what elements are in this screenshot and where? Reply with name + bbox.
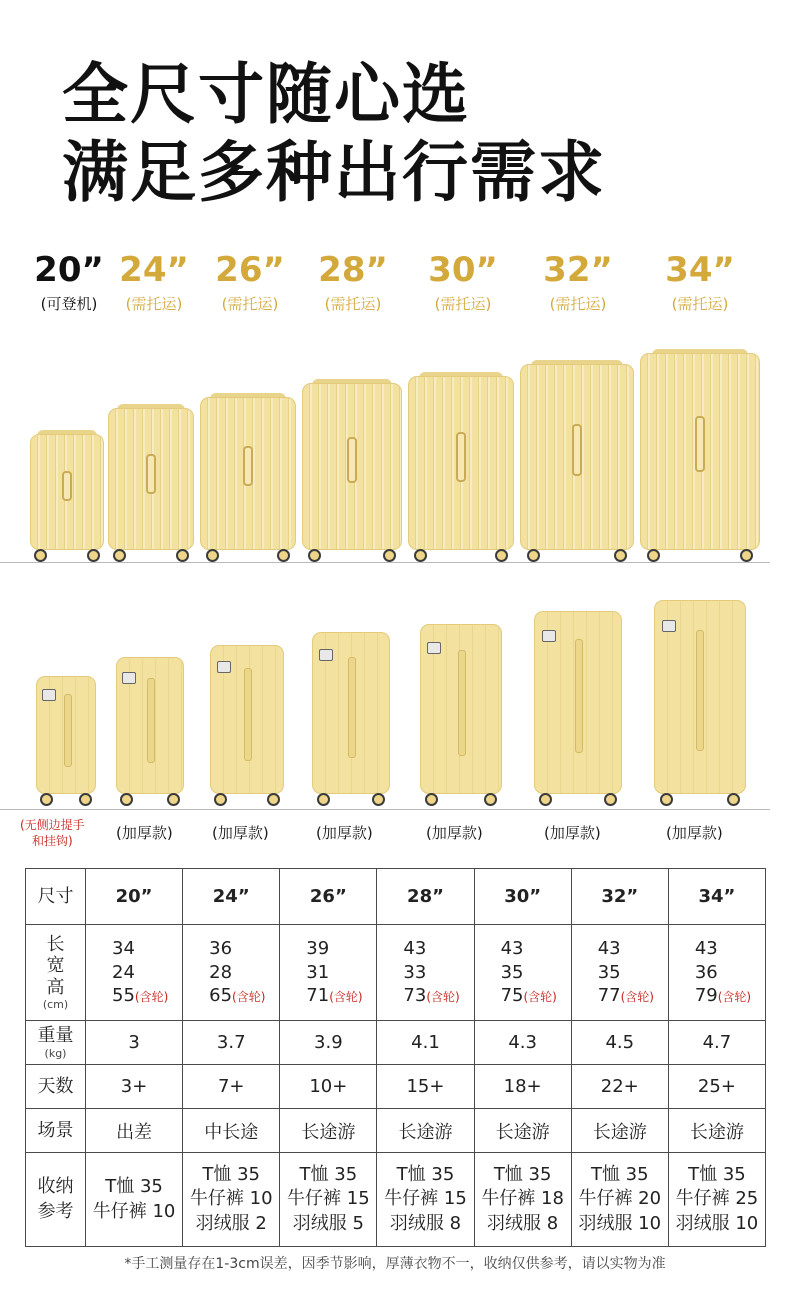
capacity-label-1: 收纳 bbox=[37, 1176, 74, 1198]
thick-label-24: (加厚款) bbox=[116, 824, 173, 842]
footnote: *手工测量存在1-3cm误差，因季节影响，厚薄衣物不一，收纳仅供参考，请以实物为准 bbox=[124, 1256, 666, 1272]
suitcase-front-24 bbox=[108, 408, 194, 562]
table-row-dims bbox=[26, 925, 766, 1021]
capacity-cell-26: T恤 35 牛仔裤 15 羽绒服 5 bbox=[280, 1153, 377, 1247]
row-label-weight bbox=[26, 1021, 86, 1065]
dims-cell-30: 43 35 75(含轮) bbox=[474, 925, 571, 1021]
table-row-scene bbox=[26, 1109, 766, 1153]
note-line-1: (无侧边提手 bbox=[20, 818, 85, 832]
note-line-2: 和挂钩) bbox=[32, 834, 73, 849]
size-label-26 bbox=[205, 252, 295, 314]
capacity-cell-32: T恤 35 牛仔裤 20 羽绒服 10 bbox=[571, 1153, 668, 1247]
size-note: (需托运) bbox=[125, 295, 183, 314]
size-label-30 bbox=[418, 252, 508, 314]
scene-cell: 长途游 bbox=[474, 1109, 571, 1153]
suitcase-side-20 bbox=[36, 676, 96, 806]
days-cell: 15+ bbox=[377, 1065, 474, 1109]
size-number: 30” bbox=[428, 250, 498, 290]
size-number: 34” bbox=[665, 250, 735, 290]
table-row-days bbox=[26, 1065, 766, 1109]
headline-line-1: 全尺寸随心选 bbox=[62, 56, 470, 133]
weight-cell: 4.1 bbox=[377, 1021, 474, 1065]
col-size: 32” bbox=[571, 869, 668, 925]
size-label-28 bbox=[308, 252, 398, 314]
row-label-capacity bbox=[26, 1153, 86, 1247]
dims-cell-24: 36 28 65(含轮) bbox=[183, 925, 280, 1021]
suitcase-side-34 bbox=[654, 600, 746, 806]
weight-cell: 4.7 bbox=[668, 1021, 765, 1065]
no-side-handle-note bbox=[20, 817, 85, 849]
scene-cell: 长途游 bbox=[280, 1109, 377, 1153]
headline-line-2: 满足多种出行需求 bbox=[62, 134, 606, 211]
suitcase-side-30 bbox=[420, 624, 502, 806]
floor-line bbox=[0, 809, 770, 810]
dims-label-l: 长 bbox=[46, 933, 65, 955]
suitcase-front-34 bbox=[640, 353, 760, 562]
weight-cell: 3.9 bbox=[280, 1021, 377, 1065]
days-cell: 18+ bbox=[474, 1065, 571, 1109]
suitcase-side-28 bbox=[312, 632, 390, 806]
thick-label-28: (加厚款) bbox=[316, 824, 373, 842]
dims-cell-26: 39 31 71(含轮) bbox=[280, 925, 377, 1021]
size-note: (可登机) bbox=[40, 295, 98, 314]
weight-cell: 3.7 bbox=[183, 1021, 280, 1065]
days-cell: 10+ bbox=[280, 1065, 377, 1109]
days-cell: 3+ bbox=[86, 1065, 183, 1109]
suitcase-front-20 bbox=[30, 434, 104, 562]
row-label-scene: 场景 bbox=[26, 1109, 86, 1153]
days-cell: 7+ bbox=[183, 1065, 280, 1109]
dims-label-w: 宽 bbox=[46, 955, 65, 977]
dims-unit: (cm) bbox=[42, 998, 69, 1012]
row-label-dims bbox=[26, 925, 86, 1021]
scene-cell: 长途游 bbox=[571, 1109, 668, 1153]
col-size: 28” bbox=[377, 869, 474, 925]
suitcase-front-26 bbox=[200, 397, 296, 562]
size-note: (需托运) bbox=[434, 295, 492, 314]
weight-cell: 3 bbox=[86, 1021, 183, 1065]
suitcase-side-24 bbox=[116, 657, 184, 806]
floor-line bbox=[0, 562, 770, 563]
size-note: (需托运) bbox=[549, 295, 607, 314]
size-label-24 bbox=[110, 252, 198, 314]
dims-label-h: 高 bbox=[46, 976, 65, 998]
capacity-cell-24: T恤 35 牛仔裤 10 羽绒服 2 bbox=[183, 1153, 280, 1247]
suitcase-side-26 bbox=[210, 645, 284, 806]
dims-cell-34: 43 36 79(含轮) bbox=[668, 925, 765, 1021]
col-size: 26” bbox=[280, 869, 377, 925]
thick-label-30: (加厚款) bbox=[426, 824, 483, 842]
size-number: 28” bbox=[318, 250, 388, 290]
dims-cell-20: 34 24 55(含轮) bbox=[86, 925, 183, 1021]
size-label-34 bbox=[652, 252, 748, 314]
thick-label-34: (加厚款) bbox=[666, 824, 723, 842]
scene-cell: 长途游 bbox=[377, 1109, 474, 1153]
scene-cell: 长途游 bbox=[668, 1109, 765, 1153]
size-number: 24” bbox=[119, 250, 189, 290]
days-cell: 25+ bbox=[668, 1065, 765, 1109]
size-number: 32” bbox=[543, 250, 613, 290]
capacity-cell-28: T恤 35 牛仔裤 15 羽绒服 8 bbox=[377, 1153, 474, 1247]
size-note: (需托运) bbox=[221, 295, 279, 314]
suitcase-front-30 bbox=[408, 376, 514, 562]
row-label-size: 尺寸 bbox=[26, 869, 86, 925]
scene-cell: 出差 bbox=[86, 1109, 183, 1153]
weight-cell: 4.3 bbox=[474, 1021, 571, 1065]
size-note: (需托运) bbox=[671, 295, 729, 314]
capacity-label-2: 参考 bbox=[37, 1200, 74, 1222]
size-label-20 bbox=[25, 252, 113, 314]
size-labels-row bbox=[0, 252, 790, 322]
capacity-cell-34: T恤 35 牛仔裤 25 羽绒服 10 bbox=[668, 1153, 765, 1247]
days-cell: 22+ bbox=[571, 1065, 668, 1109]
thick-label-32: (加厚款) bbox=[544, 824, 601, 842]
table-row-size bbox=[26, 869, 766, 925]
suitcase-front-32 bbox=[520, 364, 634, 562]
col-size: 20” bbox=[86, 869, 183, 925]
capacity-cell-20: T恤 35 牛仔裤 10 bbox=[86, 1153, 183, 1247]
row-label-days: 天数 bbox=[26, 1065, 86, 1109]
thick-label-26: (加厚款) bbox=[212, 824, 269, 842]
weight-unit: (kg) bbox=[44, 1046, 67, 1060]
size-number: 20” bbox=[34, 250, 104, 290]
size-note: (需托运) bbox=[324, 295, 382, 314]
scene-cell: 中长途 bbox=[183, 1109, 280, 1153]
dims-cell-28: 43 33 73(含轮) bbox=[377, 925, 474, 1021]
col-size: 24” bbox=[183, 869, 280, 925]
col-size: 34” bbox=[668, 869, 765, 925]
capacity-cell-30: T恤 35 牛仔裤 18 羽绒服 8 bbox=[474, 1153, 571, 1247]
specs-table bbox=[25, 868, 766, 1247]
size-number: 26” bbox=[215, 250, 285, 290]
suitcase-front-28 bbox=[302, 383, 402, 562]
suitcase-side-32 bbox=[534, 611, 622, 806]
size-label-32 bbox=[532, 252, 624, 314]
dims-cell-32: 43 35 77(含轮) bbox=[571, 925, 668, 1021]
weight-label: 重量 bbox=[37, 1025, 74, 1047]
col-size: 30” bbox=[474, 869, 571, 925]
table-row-capacity bbox=[26, 1153, 766, 1247]
table-row-weight bbox=[26, 1021, 766, 1065]
weight-cell: 4.5 bbox=[571, 1021, 668, 1065]
